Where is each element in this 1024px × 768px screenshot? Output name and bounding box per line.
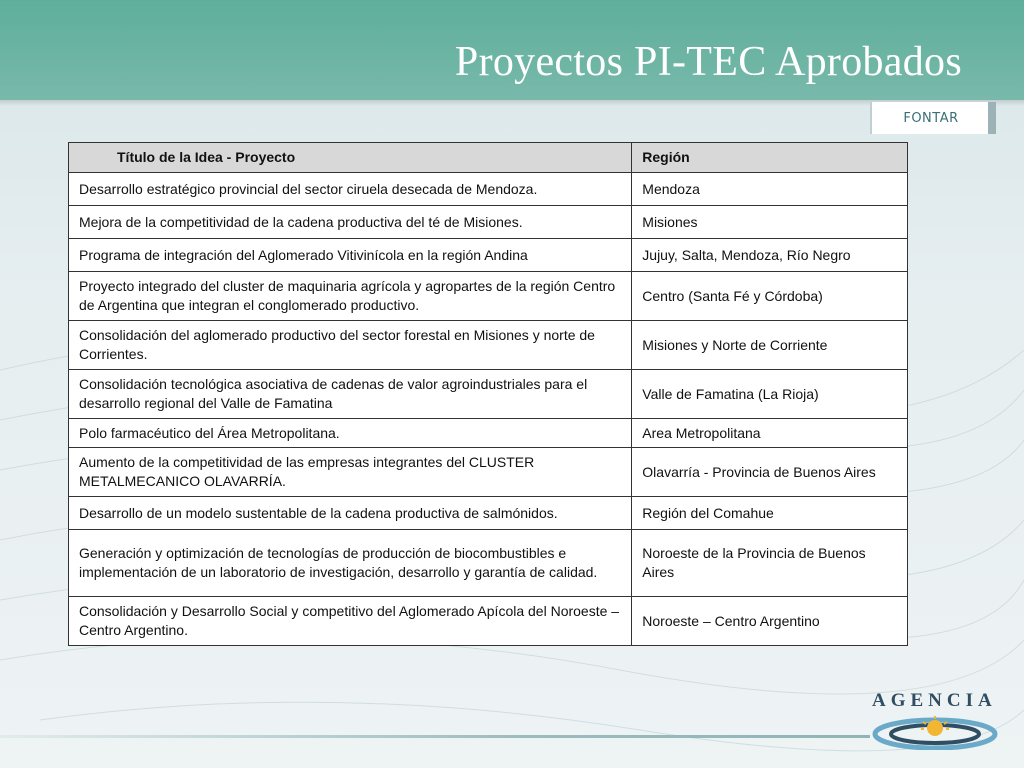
project-cell: Generación y optimización de tecnologías de producción de biocombustibles e implementación de un laboratorio de investigación, desarrollo y garantía de calidad. <box>69 530 632 597</box>
region-cell: Mendoza <box>632 173 908 206</box>
table-row <box>69 239 908 272</box>
table-row <box>69 321 908 370</box>
header-region: Región <box>632 143 908 173</box>
project-cell: Polo farmacéutico del Área Metropolitana. <box>69 419 632 448</box>
table-row <box>69 173 908 206</box>
table-header-row <box>69 143 908 173</box>
region-cell: Centro (Santa Fé y Córdoba) <box>632 272 908 321</box>
project-cell: Mejora de la competitividad de la cadena productiva del té de Misiones. <box>69 206 632 239</box>
header-project: Título de la Idea - Proyecto <box>69 143 632 173</box>
fontar-tag <box>870 102 990 134</box>
region-cell: Misiones <box>632 206 908 239</box>
table-row <box>69 597 908 646</box>
table-row <box>69 497 908 530</box>
region-cell: Región del Comahue <box>632 497 908 530</box>
table-row <box>69 530 908 597</box>
table-row <box>69 419 908 448</box>
table-row <box>69 206 908 239</box>
table-row <box>69 370 908 419</box>
region-cell: Area Metropolitana <box>632 419 908 448</box>
region-cell: Jujuy, Salta, Mendoza, Río Negro <box>632 239 908 272</box>
projects-table <box>68 142 908 646</box>
project-cell: Desarrollo de un modelo sustentable de la cadena productiva de salmónidos. <box>69 497 632 530</box>
fontar-label: FONTAR <box>903 110 959 126</box>
project-cell: Consolidación del aglomerado productivo del sector forestal en Misiones y norte de Corrientes. <box>69 321 632 370</box>
table-row <box>69 448 908 497</box>
table-row <box>69 272 908 321</box>
footer-divider <box>0 735 870 738</box>
agencia-logo-icon <box>872 716 998 750</box>
project-cell: Aumento de la competitividad de las empresas integrantes del CLUSTER METALMECANICO OLAVARRÍA. <box>69 448 632 497</box>
project-cell: Consolidación y Desarrollo Social y competitivo del Aglomerado Apícola del Noroeste – Centro Argentino. <box>69 597 632 646</box>
region-cell: Noroeste de la Provincia de Buenos Aires <box>632 530 908 597</box>
region-cell: Misiones y Norte de Corriente <box>632 321 908 370</box>
project-cell: Desarrollo estratégico provincial del sector ciruela desecada de Mendoza. <box>69 173 632 206</box>
region-cell: Noroeste – Centro Argentino <box>632 597 908 646</box>
region-cell: Olavarría - Provincia de Buenos Aires <box>632 448 908 497</box>
project-cell: Consolidación tecnológica asociativa de cadenas de valor agroindustriales para el desarrollo regional del Valle de Famatina <box>69 370 632 419</box>
slide-title: Proyectos PI-TEC Aprobados <box>454 39 962 85</box>
region-cell: Valle de Famatina (La Rioja) <box>632 370 908 419</box>
project-cell: Programa de integración del Aglomerado Vitivinícola en la región Andina <box>69 239 632 272</box>
agencia-wordmark: AGENCIA <box>872 690 997 711</box>
fontar-tag-edge <box>988 102 996 134</box>
project-cell: Proyecto integrado del cluster de maquinaria agrícola y agropartes de la región Centro de Argentina que integran el conglomerado productivo. <box>69 272 632 321</box>
